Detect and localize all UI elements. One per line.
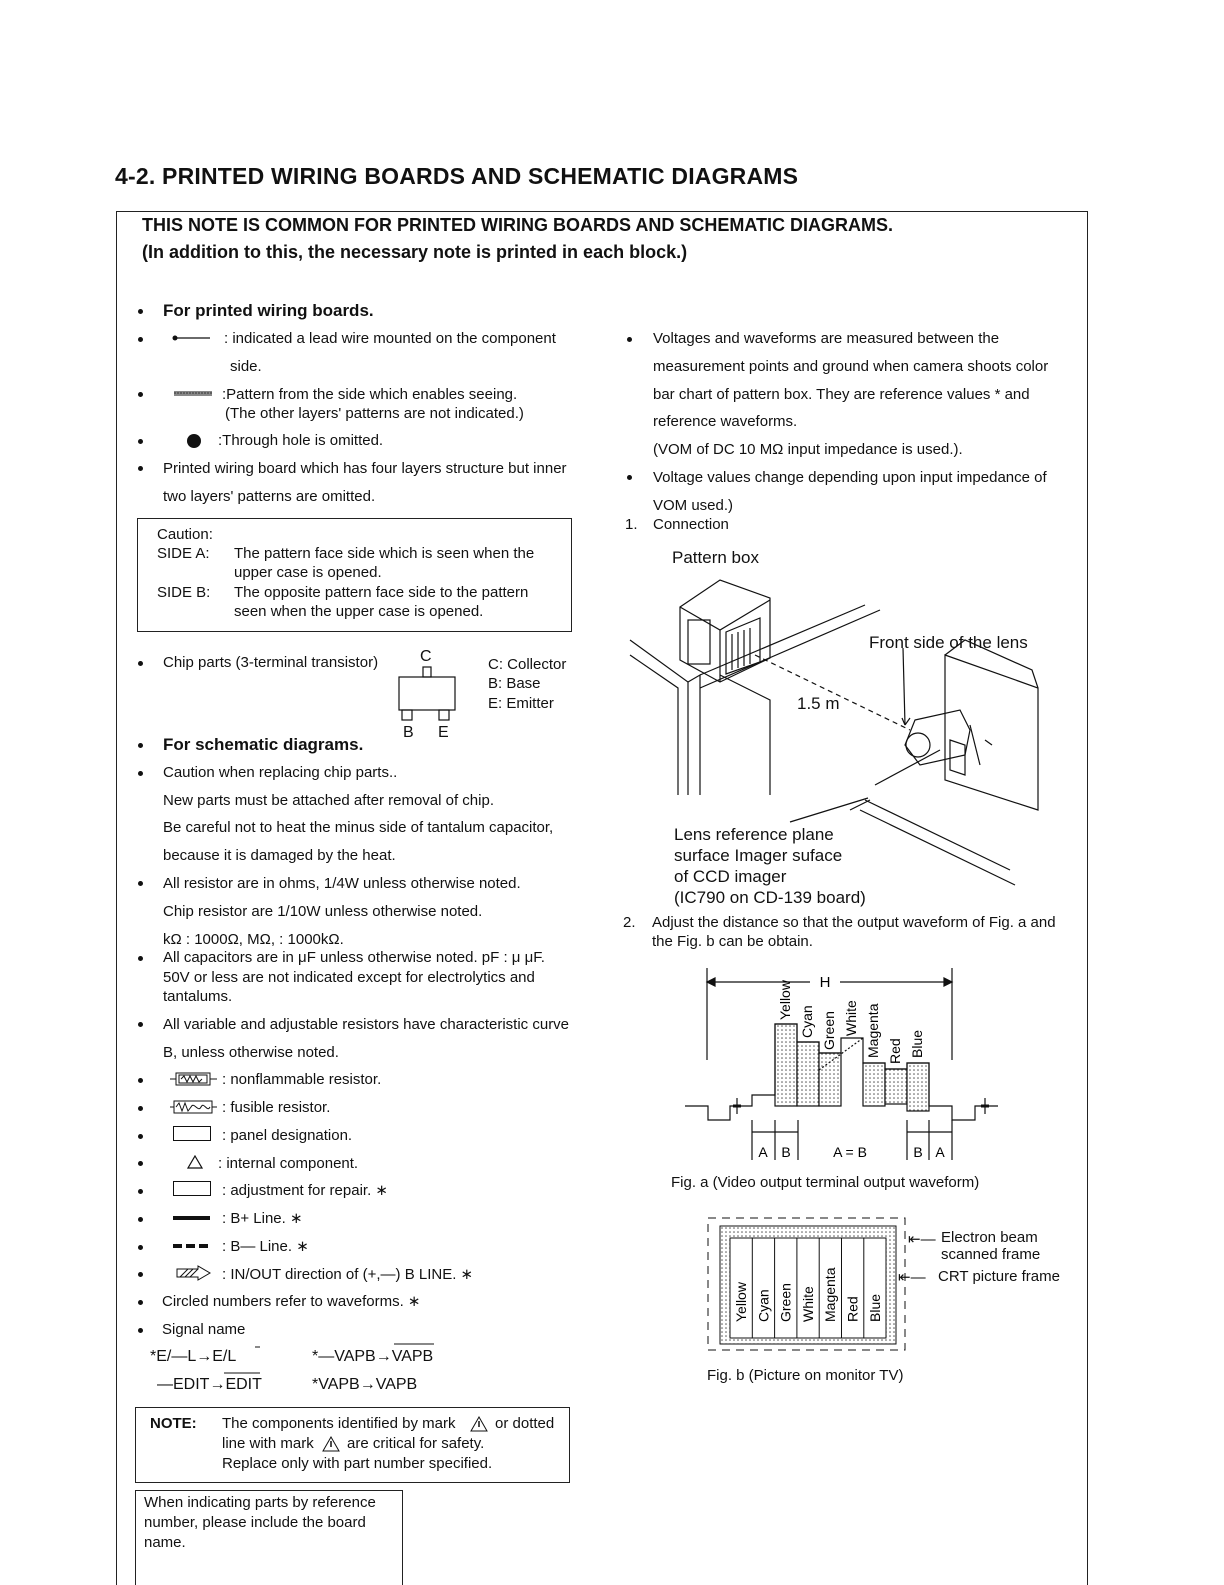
base-text: B: Base <box>488 675 541 692</box>
voltages-text-5: (VOM of DC 10 MΩ input impedance is used.). <box>653 441 963 458</box>
bullet <box>138 1106 143 1111</box>
monitor-bar-label: Green <box>777 1283 794 1322</box>
chip-text: Chip parts (3-terminal transistor) <box>163 654 379 671</box>
pattern-icon <box>174 390 214 398</box>
bullet <box>138 1078 143 1083</box>
bullet <box>138 1328 143 1333</box>
bullet <box>138 392 143 397</box>
caps-text-2: 50V or less are not indicated except for electrolytics and <box>163 969 535 986</box>
inout-arrow-icon <box>176 1265 212 1281</box>
signal-4: *VAPB→VAPB <box>312 1376 418 1393</box>
transistor-icon <box>396 660 458 724</box>
kohm-text: kΩ : 1000Ω, MΩ, : 1000kΩ. <box>163 931 344 948</box>
warning-triangle-icon <box>322 1436 340 1452</box>
note-header-line2: (In addition to this, the necessary note is printed in each block.) <box>142 242 688 262</box>
inout-text: : IN/OUT direction of (+,—) B LINE. ∗ <box>222 1266 474 1283</box>
connection-text: Connection <box>653 516 729 533</box>
page-title: 4-2. PRINTED WIRING BOARDS AND SCHEMATIC DIAGRAMS <box>115 163 799 189</box>
pattern-box-label: Pattern box <box>672 548 759 567</box>
four-layers-text: Printed wiring board which has four layers structure but inner <box>163 460 567 477</box>
ref-line3: name. <box>144 1534 186 1551</box>
front-lens-label: Front side of the lens <box>869 633 1028 652</box>
ref-line1: When indicating parts by reference <box>144 1494 376 1511</box>
wave-b-right: B <box>913 1144 923 1160</box>
monitor-bar-label: White <box>799 1286 816 1322</box>
side-b-text: The opposite pattern face side to the pattern <box>234 584 529 601</box>
pin-b: B <box>403 724 414 741</box>
bullet <box>138 661 143 666</box>
voltages-text-4: reference waveforms. <box>653 413 798 430</box>
pwb-heading: For printed wiring boards. <box>163 301 374 320</box>
adjust-number: 2. <box>623 914 636 931</box>
crt-arrow: ⇤— <box>898 1269 926 1286</box>
circled-text: Circled numbers refer to waveforms. ∗ <box>162 1293 421 1310</box>
wave-a-right: A <box>935 1144 945 1160</box>
note-line1b: or dotted <box>495 1415 555 1432</box>
side-b-text-2: seen when the upper case is opened. <box>234 603 484 620</box>
variable-text: All variable and adjustable resistors have characteristic curve <box>163 1016 570 1033</box>
beam-arrow: ⇤— <box>908 1231 936 1248</box>
lens-ref-1: Lens reference plane <box>674 825 834 844</box>
damaged-text: because it is damaged by the heat. <box>163 847 396 864</box>
bminus-line-icon <box>173 1243 211 1249</box>
chip-resistor-text: Chip resistor are 1/10W unless otherwise noted. <box>163 903 483 920</box>
bplus-text: : B+ Line. ∗ <box>222 1210 303 1227</box>
adjustment-text: : adjustment for repair. ∗ <box>222 1182 388 1199</box>
bullet <box>138 337 143 342</box>
signal-name-text: Signal name <box>162 1321 246 1338</box>
bullet <box>627 475 632 480</box>
bullet <box>138 771 143 776</box>
voltages-text: Voltages and waveforms are measured between the <box>653 330 1000 347</box>
bullet <box>138 1134 143 1139</box>
careful-text: Be careful not to heat the minus side of tantalum capacitor, <box>163 819 554 836</box>
bullet <box>138 1217 143 1222</box>
resistors-text: All resistor are in ohms, 1/4W unless otherwise noted. <box>163 875 521 892</box>
through-hole-icon <box>187 434 201 448</box>
side-a-text: The pattern face side which is seen when the <box>234 545 535 562</box>
overline-marks <box>140 1340 440 1380</box>
note-header-line1: THIS NOTE IS COMMON FOR PRINTED WIRING BOARDS AND SCHEMATIC DIAGRAMS. <box>142 215 893 235</box>
pin-e: E <box>438 724 449 741</box>
electron-beam-text: Electron beam <box>941 1229 1038 1246</box>
monitor-diagram <box>700 1210 920 1360</box>
waveform-diagram <box>680 960 1010 1170</box>
lens-ref-3: of CCD imager <box>674 867 787 886</box>
fig-a-caption: Fig. a (Video output terminal output waveform) <box>671 1174 980 1191</box>
sch-heading: For schematic diagrams. <box>163 735 364 754</box>
bullet <box>138 1272 143 1277</box>
collector-text: C: Collector <box>488 656 567 673</box>
side-a-text-2: upper case is opened. <box>234 564 382 581</box>
warning-triangle-icon <box>470 1416 488 1432</box>
signal-3: —EDIT→EDIT <box>157 1376 262 1393</box>
wave-bar-label: White <box>843 1000 859 1036</box>
wave-h: H <box>819 974 831 991</box>
monitor-bar-label: Cyan <box>755 1289 772 1322</box>
lead-wire-icon <box>170 334 215 344</box>
bullet <box>627 337 632 342</box>
bullet <box>138 1189 143 1194</box>
bullet <box>138 881 143 886</box>
four-layers-text-2: two layers' patterns are omitted. <box>163 488 376 505</box>
panel-designation-icon <box>173 1126 211 1141</box>
pattern-text-2: (The other layers' patterns are not indicated.) <box>225 405 524 422</box>
monitor-bar-label: Yellow <box>733 1282 749 1322</box>
pin-c: C <box>420 648 432 665</box>
signal-1: *E/—L→E/L <box>150 1348 237 1365</box>
wave-bar-label: Cyan <box>799 1005 815 1038</box>
note-line2a: line with mark <box>222 1435 314 1452</box>
bullet <box>138 956 143 961</box>
wave-b: B <box>781 1144 791 1160</box>
fig-b-caption: Fig. b (Picture on monitor TV) <box>707 1367 904 1384</box>
new-parts-text: New parts must be attached after removal of chip. <box>163 792 494 809</box>
signal-2: *—VAPB→VAPB <box>312 1348 434 1365</box>
monitor-bar-label: Red <box>844 1296 861 1322</box>
lens-ref-4: (IC790 on CD-139 board) <box>674 888 866 907</box>
bullet <box>138 1161 143 1166</box>
crt-frame-text: CRT picture frame <box>938 1268 1060 1285</box>
connection-number: 1. <box>625 516 638 533</box>
adjustment-icon <box>173 1181 211 1196</box>
adjust-text: Adjust the distance so that the output waveform of Fig. a and <box>652 914 1056 931</box>
fusible-text: : fusible resistor. <box>222 1099 331 1116</box>
bullet <box>138 309 143 314</box>
wave-bar-label: Blue <box>909 1029 925 1058</box>
wave-bar-label: Magenta <box>865 1003 881 1058</box>
internal-text: : internal component. <box>218 1155 359 1172</box>
wave-equal: A = B <box>833 1144 867 1160</box>
lead-wire-text-2: side. <box>230 358 262 375</box>
voltages-text-2: measurement points and ground when camera shoots color <box>653 358 1049 375</box>
wave-a: A <box>758 1144 768 1160</box>
wave-bar-label: Green <box>821 1011 837 1050</box>
lens-ref-2: surface Imager suface <box>674 846 843 865</box>
voltages-text-3: bar chart of pattern box. They are reference values * and <box>653 386 1030 403</box>
through-hole-text: :Through hole is omitted. <box>218 432 384 449</box>
monitor-bar-label: Blue <box>866 1293 883 1322</box>
side-a-label: SIDE A: <box>157 545 210 562</box>
bullet <box>138 743 143 748</box>
wave-bar-label: Red <box>887 1038 903 1064</box>
bullet <box>138 1300 143 1305</box>
bplus-line-icon <box>173 1216 210 1220</box>
wave-bar-label: Yellow <box>777 980 793 1020</box>
ref-line2: number, please include the board <box>144 1514 366 1531</box>
panel-text: : panel designation. <box>222 1127 353 1144</box>
nonflammable-resistor-icon <box>170 1071 218 1087</box>
bullet <box>138 1245 143 1250</box>
bullet <box>138 1022 143 1027</box>
bullet <box>138 439 143 444</box>
pattern-text: :Pattern from the side which enables seeing. <box>222 386 518 403</box>
fusible-resistor-icon <box>170 1099 218 1115</box>
distance-label: 1.5 m <box>797 694 840 713</box>
side-b-label: SIDE B: <box>157 584 211 601</box>
note-line2b: are critical for safety. <box>347 1435 485 1452</box>
nonflammable-text: : nonflammable resistor. <box>222 1071 382 1088</box>
caps-text-3: tantalums. <box>163 988 233 1005</box>
change-text: Voltage values change depending upon input impedance of <box>653 469 1047 486</box>
bminus-text: : B— Line. ∗ <box>222 1238 309 1255</box>
adjust-text-2: the Fig. b can be obtain. <box>652 933 813 950</box>
note-line1a: The components identified by mark <box>222 1415 456 1432</box>
caution-chip-text: Caution when replacing chip parts.. <box>163 764 398 781</box>
caps-text: All capacitors are in μF unless otherwise noted. pF : μ μF. <box>163 949 545 966</box>
lead-wire-text: : indicated a lead wire mounted on the component <box>224 330 556 347</box>
scanned-frame-text: scanned frame <box>941 1246 1041 1263</box>
bullet <box>138 466 143 471</box>
monitor-bar-label: Magenta <box>822 1267 839 1322</box>
change-text-2: VOM used.) <box>653 497 734 514</box>
emitter-text: E: Emitter <box>488 695 554 712</box>
triangle-icon <box>187 1155 203 1169</box>
caution-label: Caution: <box>157 526 213 543</box>
note-label: NOTE: <box>150 1415 197 1432</box>
variable-text-2: B, unless otherwise noted. <box>163 1044 339 1061</box>
note-line3: Replace only with part number specified. <box>222 1455 493 1472</box>
